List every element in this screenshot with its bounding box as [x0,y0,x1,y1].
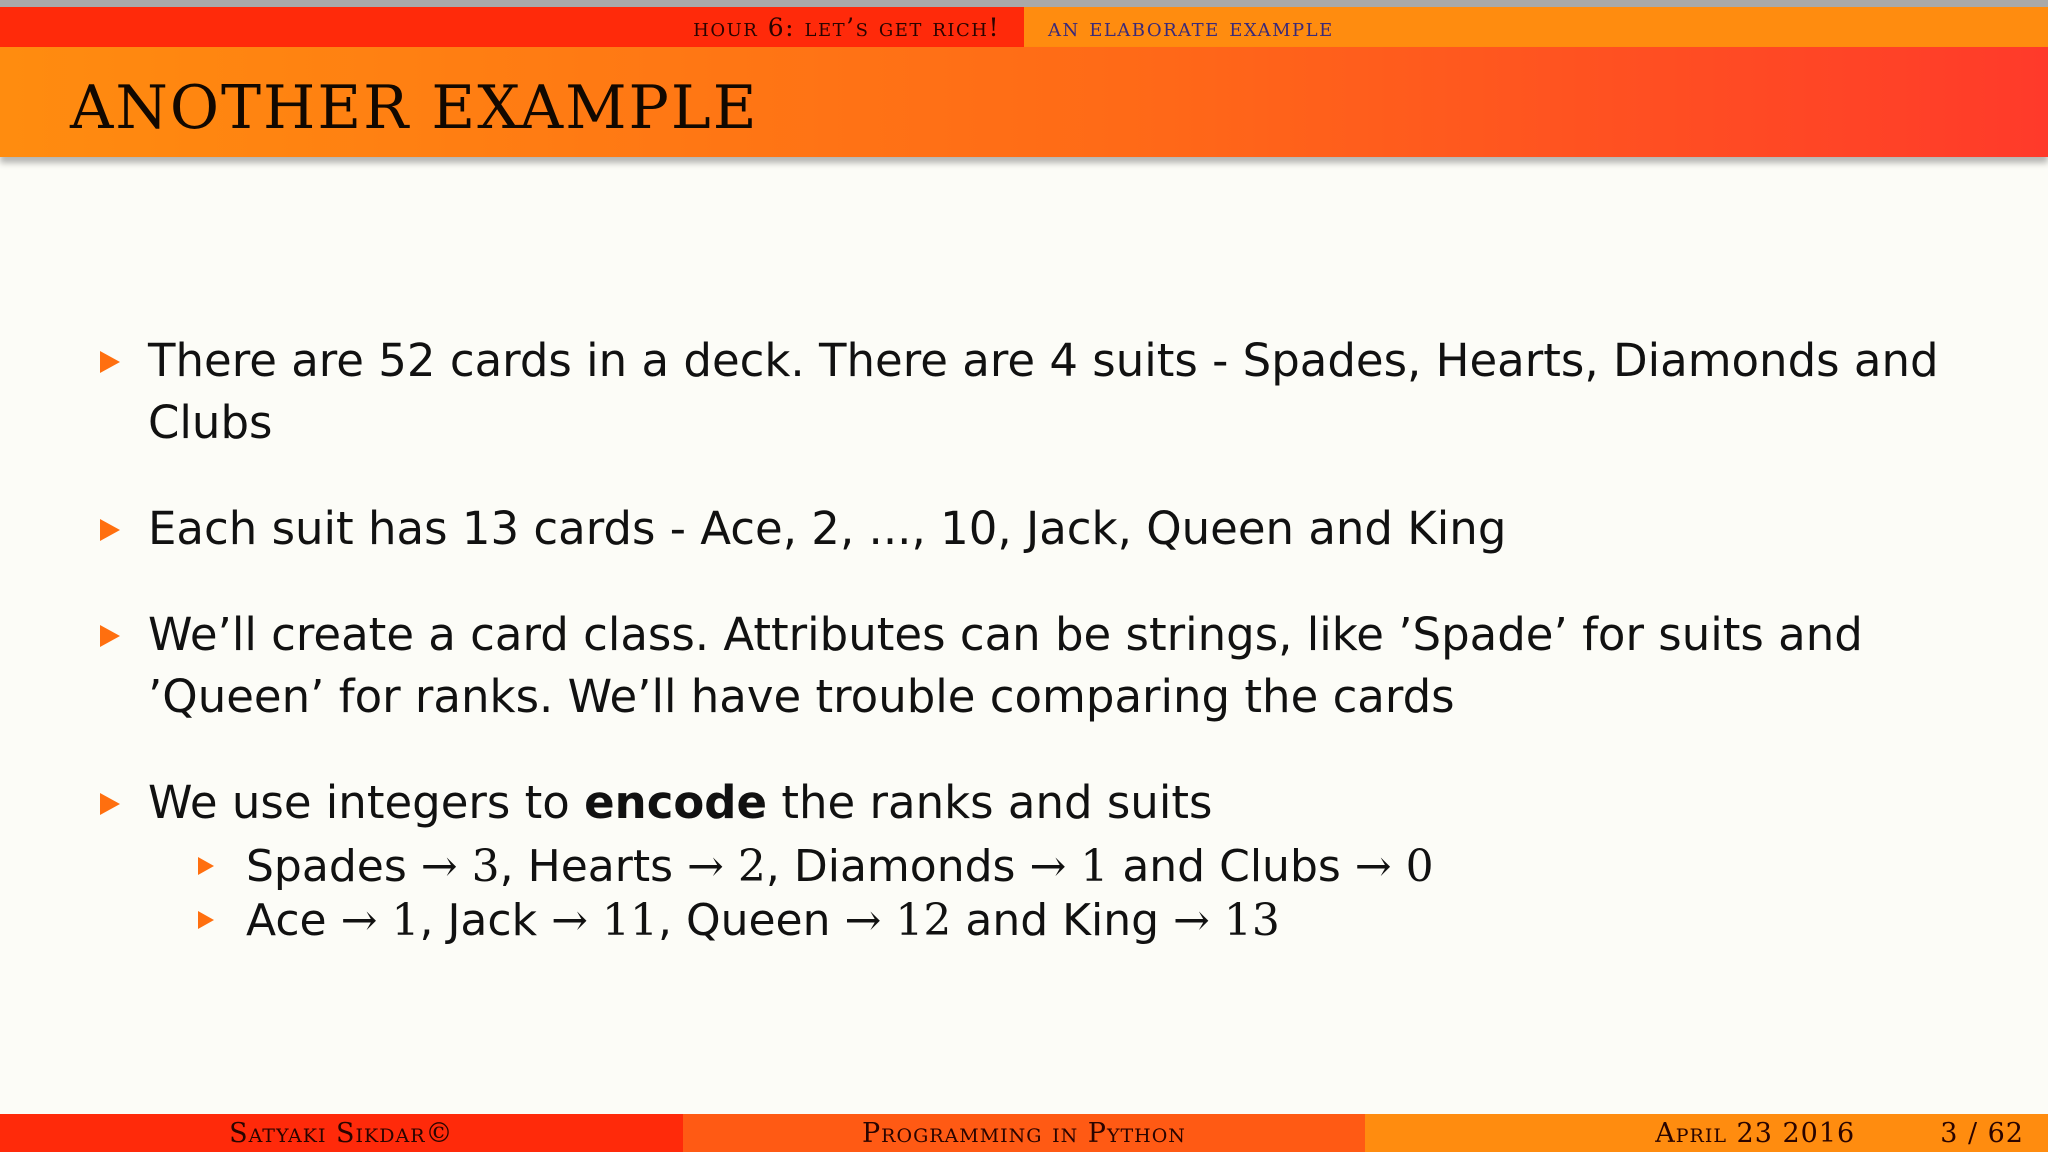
bullet-item [0,330,2048,454]
bullet-text: We’ll create a card class. Attributes can be strings, like ’Spade’ for suits and ’Queen’ for ranks. We’ll have trouble comparing the cards [148,608,1863,723]
bullet-text-after: the ranks and suits [767,776,1213,829]
sub-bullet-triangle-icon [198,911,214,929]
top-strip [0,0,2048,7]
right-arrow-icon: → [340,895,378,946]
sub-bullet-item-ranks: Ace → 1, Jack → 11, Queen → 12 and King → 13 [0,894,2048,948]
suit-clubs-value: 0 [1405,841,1434,892]
rank-ace: Ace [246,895,327,946]
bullet-triangle-icon [100,793,120,815]
footer-bar [0,1114,2048,1152]
bullet-text-before: We use integers to [148,776,585,829]
right-arrow-icon: → [1029,841,1067,892]
footer-course-cell [683,1114,1366,1152]
rank-king: King [1062,895,1160,946]
conjunction: and [1122,841,1206,892]
rank-queen: Queen [685,895,831,946]
suit-hearts-value: 2 [737,841,766,892]
bullet-text: Each suit has 13 cards - Ace, 2, ..., 10, Jack, Queen and King [148,502,1507,555]
conjunction: and [965,895,1049,946]
footer-date-cell [1365,1114,2048,1152]
frame-title: ANOTHER EXAMPLE [70,73,759,143]
nav-section-link[interactable]: hour 6: let’s get rich! [693,12,1000,42]
suit-spades: Spades [246,841,407,892]
suit-hearts: Hearts [527,841,673,892]
right-arrow-icon: → [420,841,458,892]
footer-page-number: 3 / 62 [1940,1117,2024,1149]
right-arrow-icon: → [1354,841,1392,892]
suit-diamonds-value: 1 [1080,841,1109,892]
suit-diamonds: Diamonds [793,841,1016,892]
nav-subsection-cell [1024,7,2048,47]
bullet-item [0,498,2048,560]
suit-spades-value: 3 [471,841,500,892]
footer-date: April 23 2016 [1655,1117,1856,1149]
frame-title-bar [0,47,2048,157]
right-arrow-icon: → [1173,895,1210,946]
sub-bullet-item-suits: Spades → 3, Hearts → 2, Diamonds → 1 and Clubs → 0 [0,840,2048,894]
bullet-triangle-icon [100,351,120,373]
bullet-triangle-icon [100,625,120,647]
suit-clubs: Clubs [1219,841,1341,892]
footer-course: Programming in Python [862,1117,1186,1149]
section-navigation-bar [0,7,2048,47]
rank-jack-value: 11 [601,895,658,946]
right-arrow-icon: → [844,895,882,946]
right-arrow-icon: → [551,895,588,946]
bullet-item [0,604,2048,728]
rank-ace-value: 1 [391,895,420,946]
bullet-triangle-icon [100,519,120,541]
rank-queen-value: 12 [895,895,952,946]
nav-subsection-link[interactable]: an elaborate example [1048,12,1334,42]
footer-author-cell [0,1114,683,1152]
bullet-text: There are 52 cards in a deck. There are 4 suits - Spades, Hearts, Diamonds and Clubs [148,334,1939,449]
bullet-item [0,772,2048,834]
sub-bullet-triangle-icon [198,857,214,875]
footer-author: Satyaki Sikdar© [229,1117,454,1149]
slide-content [0,330,2048,948]
sub-bullet-list [0,840,2048,948]
rank-jack: Jack [447,895,538,946]
rank-king-value: 13 [1223,895,1280,946]
right-arrow-icon: → [687,841,724,892]
nav-section-cell [0,7,1024,47]
bullet-text-bold: encode [584,776,768,829]
